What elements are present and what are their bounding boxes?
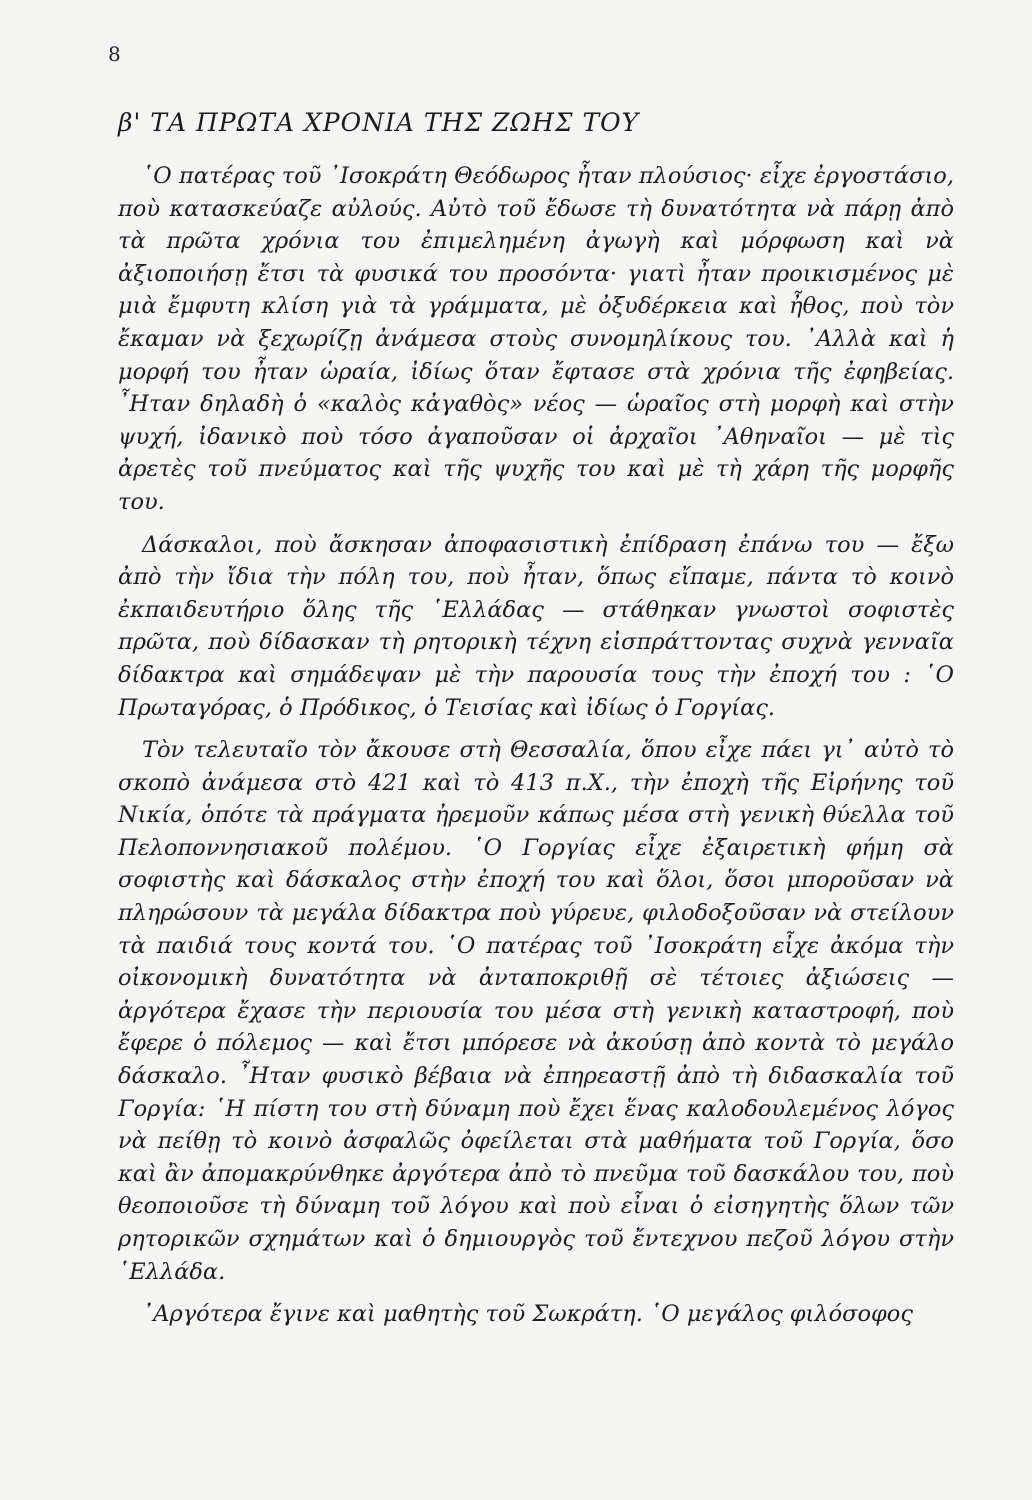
body-text bbox=[118, 160, 954, 1331]
paragraph: ῾Ο πατέρας τοῦ ᾿Ισοκράτη Θεόδωρος ἦταν πλούσιος· εἶχε ἐργοστάσιο, ποὺ κατασκεύαζε αὐλούς. Αὐτὸ τοῦ ἔδωσε τὴ δυνατότητα νὰ πάρῃ ἀπὸ τὰ πρῶτα χρόνια του ἐπιμελημένη ἀγωγὴ καὶ μόρφωση καὶ νὰ ἀξιοποιήσῃ ἔτσι τὰ φυσικά του προσόντα· γιατὶ ἦταν προικισμένος μὲ μιὰ ἔμφυτη κλίση γιὰ τὰ γράμματα, μὲ ὀξυδέρκεια καὶ ἦθος, ποὺ τὸν ἔκαμαν νὰ ξεχωρίζῃ ἀνάμεσα στοὺς συνομηλίκους του. ᾿Αλλὰ καὶ ἡ μορφή του ἦταν ὡραία, ἰδίως ὅταν ἔφτασε στὰ χρόνια τῆς ἐφηβείας. ῏Ηταν δηλαδὴ ὁ «καλὸς κἀγαθὸς» νέος — ὡραῖος στὴ μορφὴ καὶ στὴν ψυχή, ἰδανικὸ ποὺ τόσο ἀγαποῦσαν οἱ ἀρχαῖοι ᾿Αθηναῖοι — μὲ τὶς ἀρετὲς τοῦ πνεύματος καὶ τῆς ψυχῆς του καὶ μὲ τὴ χάρη τῆς μορφῆς του. bbox=[118, 163, 954, 515]
paragraph: ᾿Αργότερα ἔγινε καὶ μαθητὴς τοῦ Σωκράτη. ῾Ο μεγάλος φιλόσοφος bbox=[142, 1301, 913, 1328]
chapter-title: β' ΤΑ ΠΡΩΤΑ ΧΡΟΝΙΑ ΤΗΣ ΖΩΗΣ ΤΟΥ bbox=[118, 108, 640, 137]
page-number: 8 bbox=[108, 42, 121, 66]
paragraph: Δάσκαλοι, ποὺ ἄσκησαν ἀποφασιστικὴ ἐπίδραση ἐπάνω του — ἔξω ἀπὸ τὴν ἴδια τὴν πόλη του, ποὺ ἦταν, ὅπως εἴπαμε, πάντα τὸ κοινὸ ἐκπαιδευτήριο ὅλης τῆς ῾Ελλάδας — στάθηκαν γνωστοὶ σοφιστὲς πρῶτα, ποὺ δίδασκαν τὴ ρητορικὴ τέχνη εἰσπράττοντας συχνὰ γενναῖα δίδακτρα καὶ σημάδεψαν μὲ τὴν παρουσία τους τὴν ἐποχή του : ῾Ο Πρωταγόρας, ὁ Πρόδικος, ὁ Τεισίας καὶ ἰδίως ὁ Γοργίας. bbox=[118, 531, 954, 721]
paragraph: Τὸν τελευταῖο τὸν ἄκουσε στὴ Θεσσαλία, ὅπου εἶχε πάει γι᾿ αὐτὸ τὸ σκοπὸ ἀνάμεσα στὸ 421 καὶ τὸ 413 π.Χ., τὴν ἐποχὴ τῆς Εἰρήνης τοῦ Νικία, ὁπότε τὰ πράγματα ἠρεμοῦν κάπως μέσα στὴ γενικὴ θύελλα τοῦ Πελοποννησιακοῦ πολέμου. ῾Ο Γοργίας εἶχε ἐξαιρετικὴ φήμη σὰ σοφιστὴς καὶ δάσκαλος στὴν ἐποχή του καὶ ὅλοι, ὅσοι μποροῦσαν νὰ πληρώσουν τὰ μεγάλα δίδακτρα ποὺ γύρευε, φιλοδοξοῦσαν νὰ στείλουν τὰ παιδιά τους κοντά του. ῾Ο πατέρας τοῦ ᾿Ισοκράτη εἶχε ἀκόμα τὴν οἰκονομικὴ δυνατότητα νὰ ἀνταποκριθῇ σὲ τέτοιες ἀξιώσεις — ἀργότερα ἔχασε τὴν περιουσία του μέσα στὴ γενικὴ καταστροφή, ποὺ ἔφερε ὁ πόλεμος — καὶ ἔτσι μπόρεσε νὰ ἀκούσῃ ἀπὸ κοντὰ τὸ μεγάλο δάσκαλο. ῏Ηταν φυσικὸ βέβαια νὰ ἐπηρεαστῇ ἀπὸ τὴ διδασκαλία τοῦ Γοργία: ῾Η πίστη του στὴ δύναμη ποὺ ἔχει ἕνας καλοδουλεμένος λόγος νὰ πείθῃ τὸ κοινὸ ἀσφαλῶς ὀφείλεται στὰ μαθήματα τοῦ Γοργία, ὅσο καὶ ἂν ἀπομακρύνθηκε ἀργότερα ἀπὸ τὸ πνεῦμα τοῦ δασκάλου του, ποὺ θεοποιοῦσε τὴ δύναμη τοῦ λόγου καὶ ποὺ εἶναι ὁ εἰσηγητὴς ὅλων τῶν ρητορικῶν σχημάτων καὶ ὁ δημιουργὸς τοῦ ἔντεχνου πεζοῦ λόγου στὴν ῾Ελλάδα. bbox=[118, 737, 954, 1285]
